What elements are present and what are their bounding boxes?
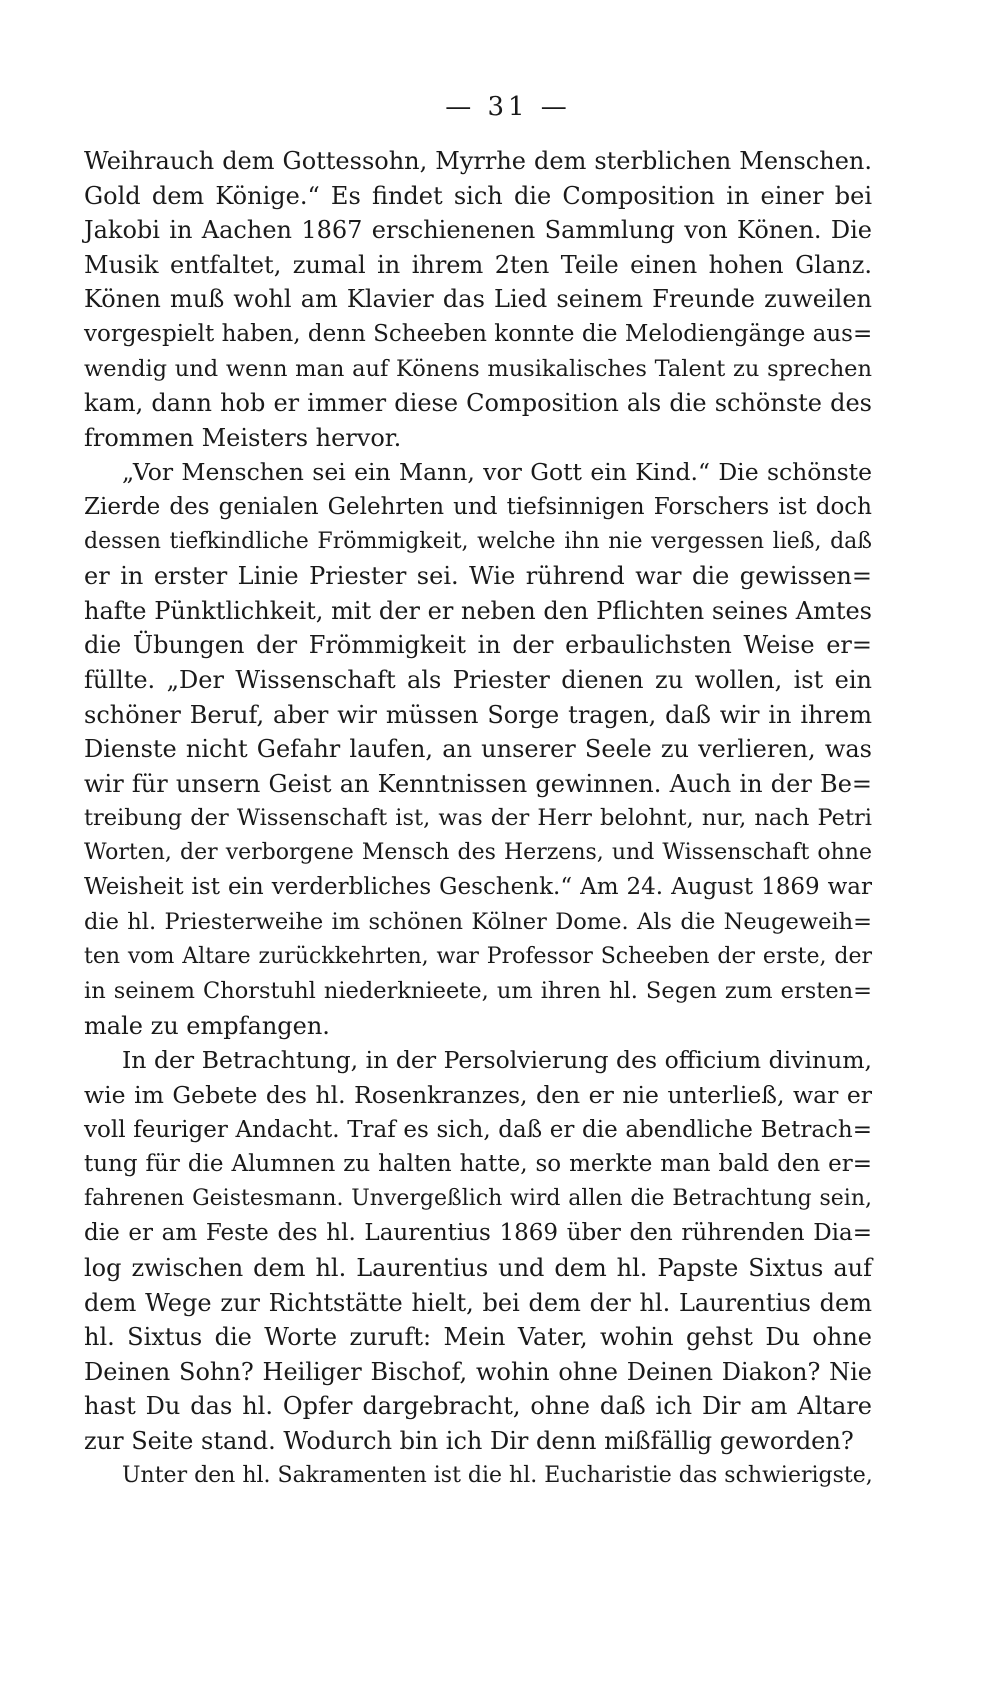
text-line: in seinem Chorstuhl niederknieete, um ihren hl. Segen zum ersten= (84, 978, 872, 1005)
text-line: wendig und wenn man auf Könens musikalisches Talent zu sprechen (84, 355, 872, 382)
text-line: Worten, der verborgene Mensch des Herzens, und Wissenschaft ohne (84, 839, 872, 865)
text-line: Gold dem Könige.“ Es findet sich die Composition in einer bei (84, 181, 872, 210)
text-line: Deinen Sohn? Heiliger Bischof, wohin ohne Deinen Diakon? Nie (84, 1357, 872, 1386)
text-line: „Vor Menschen sei ein Mann, vor Gott ein Kind.“ Die schönste (122, 458, 872, 487)
page-number: — 31 — (445, 92, 571, 122)
text-line: hafte Pünktlichkeit, mit der er neben den Pflichten seines Amtes (84, 596, 872, 625)
text-line: voll feuriger Andacht. Traf es sich, daß er die abendliche Betrach= (84, 1116, 872, 1143)
text-line: die hl. Priesterweihe im schönen Kölner Dome. Als die Neugeweih= (84, 909, 872, 936)
text-line: hl. Sixtus die Worte zuruft: Mein Vater, wohin gehst Du ohne (84, 1323, 872, 1352)
text-line: Weisheit ist ein verderbliches Geschenk.“ Am 24. August 1869 war (84, 874, 872, 901)
text-line: die er am Feste des hl. Laurentius 1869 über den rührenden Dia= (84, 1220, 872, 1247)
text-line: fahrenen Geistesmann. Unvergeßlich wird allen die Betrachtung sein, (84, 1185, 872, 1211)
text-line: wie im Gebete des hl. Rosenkranzes, den er nie unterließ, war er (84, 1081, 872, 1110)
text-line: er in erster Linie Priester sei. Wie rührend war die gewissen= (84, 562, 872, 591)
text-line: füllte. „Der Wissenschaft als Priester dienen zu wollen, ist ein (84, 665, 872, 694)
text-line: Dienste nicht Gefahr laufen, an unserer Seele zu verlieren, was (84, 735, 872, 764)
text-line: ten vom Altare zurückkehrten, war Professor Scheeben der erste, der (84, 943, 872, 969)
book-page (84, 92, 872, 1493)
text-line: In der Betrachtung, in der Persolvierung des officium divinum, (122, 1046, 872, 1075)
text-line: dem Wege zur Richtstätte hielt, bei dem der hl. Laurentius dem (84, 1288, 872, 1317)
text-line: die Übungen der Frömmigkeit in der erbaulichsten Weise er= (84, 631, 872, 660)
text-line: dessen tiefkindliche Frömmigkeit, welche ihn nie vergessen ließ, daß (84, 528, 872, 554)
text-line: frommen Meisters hervor. (84, 423, 402, 452)
text-line: zur Seite stand. Wodurch bin ich Dir denn mißfällig geworden? (84, 1426, 854, 1455)
text-line: Unter den hl. Sakramenten ist die hl. Eucharistie das schwierigste, (122, 1462, 873, 1488)
text-line: tung für die Alumnen zu halten hatte, so merkte man bald den er= (84, 1151, 872, 1178)
text-line: Könen muß wohl am Klavier das Lied seinem Freunde zuweilen (84, 285, 872, 314)
body-text (84, 144, 872, 1493)
text-line: treibung der Wissenschaft ist, was der Herr belohnt, nur, nach Petri (84, 805, 872, 832)
text-line: Zierde des genialen Gelehrten und tiefsinnigen Forschers ist doch (84, 493, 872, 520)
text-line: schöner Beruf, aber wir müssen Sorge tragen, daß wir in ihrem (84, 700, 872, 729)
text-line: kam, dann hob er immer diese Composition als die schönste des (84, 389, 872, 418)
text-line: log zwischen dem hl. Laurentius und dem hl. Papste Sixtus auf (84, 1254, 872, 1282)
text-line: hast Du das hl. Opfer dargebracht, ohne daß ich Dir am Altare (84, 1392, 872, 1421)
text-line: male zu empfangen. (84, 1011, 330, 1040)
text-line: wir für unsern Geist an Kenntnissen gewinnen. Auch in der Be= (84, 769, 872, 798)
text-line: Jakobi in Aachen 1867 erschienenen Sammlung von Könen. Die (84, 216, 872, 245)
text-line: Musik entfaltet, zumal in ihrem 2ten Teile einen hohen Glanz. (84, 250, 872, 279)
text-line: vorgespielt haben, denn Scheeben konnte die Melodiengänge aus= (84, 320, 873, 347)
text-line: Weihrauch dem Gottessohn, Myrrhe dem sterblichen Menschen. (84, 147, 872, 175)
